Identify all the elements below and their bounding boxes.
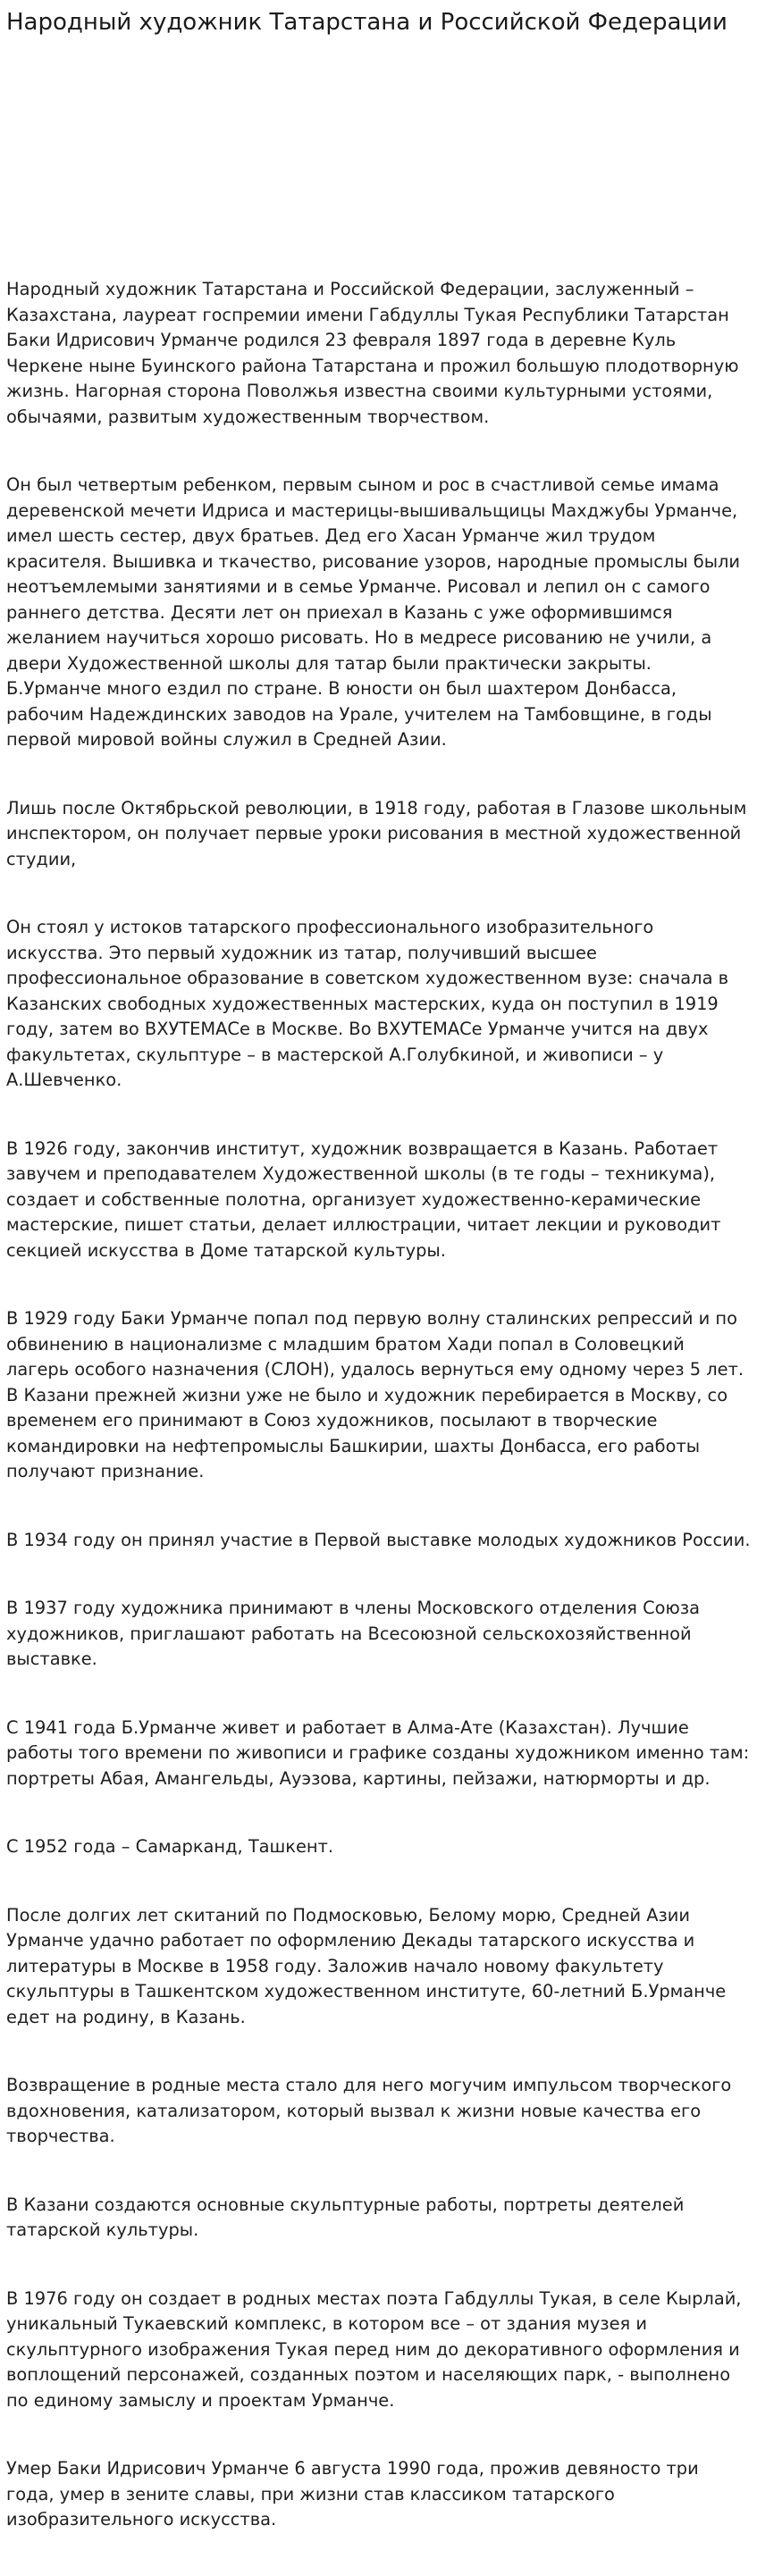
paragraph-1934: В 1934 году он принял участие в Первой выставке молодых художников России. <box>6 1529 751 1550</box>
paragraph-birth: Народный художник Татарстана и Российской Федерации, заслуженный – Казахстана, лауреат госпремии имени Габдуллы Тукая Республики Татарстан Баки Идрисович Урманче родился 23 февраля 1897 года в деревне Куль Черкене ныне Буинского района Татарстана и прожил большую плодотворную жизнь. Нагорная сторона Поволжья известна своими культурными устоями, обычаями, развитым художественным творчеством. <box>6 279 739 427</box>
page-title: Народный художник Татарстана и Российской Федерации <box>6 9 728 36</box>
paragraph-1976: В 1976 году он создает в родных местах поэта Габдуллы Тукая, в селе Кырлай, уникальный Тукаевский комплекс, в котором все – от здания музея и скульптурного изображения Тукая перед ним до декоративного оформления и воплощений персонажей, созданных поэтом и населяющих парк, - выполнено по единому замыслу и проектам Урманче. <box>6 2287 742 2411</box>
paragraph-1937: В 1937 году художника принимают в члены Московского отделения Союза художников, приглашают работать на Всесоюзной сельскохозяйственной выставке. <box>6 1598 701 1669</box>
paragraph-1926: В 1926 году, закончив институт, художник возвращается в Казань. Работает завучем и преподавателем Художественной школы (в те годы – техникума), создает и собственные полотна, организует художественно-керамические мастерские, пишет статьи, делает иллюстрации, читает лекции и руководит секцией искусства в Доме татарской культуры. <box>6 1137 721 1261</box>
paragraph-childhood: Он был четвертым ребенком, первым сыном и рос в счастливой семье имама деревенской мечети Идриса и мастерицы-вышивальщицы Махджубы Урманче, имел шесть сестер, двух братьев. Дед его Хасан Урманче жил трудом красителя. Вышивка и ткачество, рисование узоров, народные промыслы были неотъемлемыми занятиями и в семье Урманче. Рисовал и лепил он с самого раннего детства. Десяти лет он приехал в Казань с уже оформившимся желанием научиться хорошо рисовать. Но в медресе рисованию не учили, а двери Художественной школы для татар были практически закрыты. Б.Урманче много ездил по стране. В юности он был шахтером Донбасса, рабочим Надеждинских заводов на Урале, учителем на Тамбовщине, в годы первой мировой войны служил в Средней Азии. <box>6 474 741 750</box>
paragraph-1952: С 1952 года – Самарканд, Ташкент. <box>6 1836 334 1857</box>
paragraph-1929: В 1929 году Баки Урманче попал под первую волну сталинских репрессий и по обвинению в национализме с младшим братом Хади попал в Соловецкий лагерь особого назначения (СЛОН), удалось вернуться ему одному через 5 лет. В Казани прежней жизни уже не было и художник перебирается в Москву, со временем его принимают в Союз художников, посылают в творческие командировки на нефтепромыслы Башкирии, шахты Донбасса, его работы получают признание. <box>6 1308 744 1481</box>
paragraph-death: Умер Баки Идрисович Урманче 6 августа 1990 года, прожив девяносто три года, умер в зените славы, при жизни став классиком татарского изобразительного искусства. <box>6 2458 699 2530</box>
paragraph-kazan-works: В Казани создаются основные скульптурные работы, портреты деятелей татарской культуры. <box>6 2194 685 2240</box>
paragraph-1958: После долгих лет скитаний по Подмосковью, Белому морю, Средней Азии Урманче удачно работает по оформлению Декады татарского искусства и литературы в Москве в 1958 году. Заложив начало новому факультету скульптуры в Ташкентском художественном институте, 60-летний Б.Урманче едет на родину, в Казань. <box>6 1904 727 2027</box>
paragraph-1941: С 1941 года Б.Урманче живет и работает в Алма-Ате (Казахстан). Лучшие работы того времени по живописи и графике созданы художником именно там: портреты Абая, Амангельды, Ауэзова, картины, пейзажи, натюрморты и др. <box>6 1716 750 1789</box>
paragraph-return: Возвращение в родные места стало для него могучим импульсом творческого вдохновения, катализатором, который вызвал к жизни новые качества его творчества. <box>6 2075 732 2146</box>
paragraph-first-lessons: Лишь после Октябрьской революции, в 1918 году, работая в Глазове школьным инспектором, он получает первые уроки рисования в местной художественной студии, <box>6 797 747 869</box>
article-body <box>6 277 751 2576</box>
paragraph-education: Он стоял у истоков татарского профессионального изобразительного искусства. Это первый художник из татар, получивший высшее профессиональное образование в советском художественном вузе: сначала в Казанских свободных художественных мастерских, куда он поступил в 1919 году, затем во ВХУТЕМАСе в Москве. Во ВХУТЕМАСе Урманче учится на двух факультетах, скульптуре – в мастерской А.Голубкиной, и живописи – у А.Шевченко. <box>6 917 729 1090</box>
